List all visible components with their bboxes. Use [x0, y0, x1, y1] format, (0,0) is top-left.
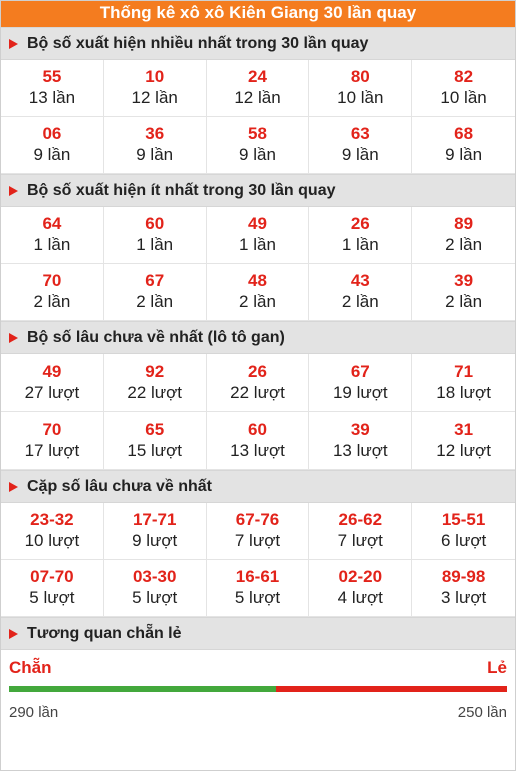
- occurrence-count: 7 lượt: [234, 531, 281, 550]
- occurrence-count: 12 lượt: [436, 440, 491, 460]
- lottery-number: 43: [350, 271, 370, 290]
- lottery-number: 16-61: [235, 567, 280, 586]
- lottery-number: 26: [350, 214, 370, 233]
- stat-cell: [412, 503, 515, 560]
- stat-cell: [104, 264, 207, 321]
- occurrence-count: 19 lượt: [332, 382, 388, 402]
- stat-cell: [104, 117, 207, 174]
- stat-cell: [207, 412, 310, 470]
- section-heading-text: [27, 478, 212, 496]
- even-count: 290 lần: [9, 704, 59, 721]
- occurrence-count: 10 lần: [440, 88, 487, 107]
- occurrence-count: 9 lần: [341, 145, 379, 164]
- occurrence-count: 5 lượt: [234, 588, 281, 607]
- section-heading-text: [27, 182, 336, 200]
- lottery-number: 65: [145, 419, 165, 439]
- triangle-bullet-icon: [9, 482, 18, 492]
- occurrence-count: 22 lượt: [127, 382, 183, 402]
- sections-container: [1, 27, 515, 617]
- occurrence-count: 6 lượt: [440, 531, 487, 550]
- triangle-bullet-icon: [9, 39, 18, 49]
- lottery-number: 67-76: [235, 510, 280, 529]
- lottery-number: 39: [350, 419, 370, 439]
- stat-cell: [309, 264, 412, 321]
- stat-cell: [104, 354, 207, 412]
- lottery-number: 92: [145, 361, 165, 381]
- lottery-number: 26-62: [338, 510, 383, 529]
- stat-cell: [207, 117, 310, 174]
- stat-cell: [1, 264, 104, 321]
- panel-title: Thống kê xô xô Kiên Giang 30 lần quay: [1, 1, 515, 27]
- stat-cell: [1, 560, 104, 617]
- section-heading-text: Tương quan chẵn lẻ: [27, 624, 182, 642]
- section-heading-3: [1, 321, 515, 354]
- stat-cell: [309, 117, 412, 174]
- occurrence-count: 10 lần: [337, 88, 384, 107]
- lottery-number: 10: [145, 67, 165, 86]
- lottery-number: 70: [42, 271, 62, 290]
- section-heading-2: [1, 174, 515, 207]
- occurrence-count: 15 lượt: [127, 440, 183, 460]
- lottery-number: 36: [145, 124, 165, 143]
- odd-count: 250 lần: [457, 704, 507, 721]
- occurrence-count: 7 lượt: [337, 531, 383, 550]
- occurrence-count: 12 lần: [234, 88, 281, 107]
- occurrence-count: 5 lượt: [132, 588, 178, 607]
- ratio-bar: [9, 686, 507, 692]
- even-bar-segment: [9, 686, 276, 692]
- lottery-number: 03-30: [132, 567, 177, 586]
- lottery-number: 24: [248, 67, 267, 86]
- lottery-number: 17-71: [132, 510, 177, 529]
- occurrence-count: 4 lượt: [337, 588, 383, 607]
- stat-cell: [1, 503, 104, 560]
- section-heading-ratio: [1, 617, 515, 650]
- occurrence-count: 27 lượt: [24, 382, 80, 402]
- stat-cell: [1, 117, 104, 174]
- occurrence-count: 1 lần: [239, 235, 276, 254]
- stat-cell: [309, 60, 412, 117]
- stat-cell: [104, 503, 207, 560]
- section-heading-text: [27, 329, 285, 347]
- stat-cell: [1, 60, 104, 117]
- stats-grid: [1, 60, 515, 174]
- lottery-number: 89: [454, 214, 474, 233]
- stat-cell: [104, 560, 207, 617]
- stat-cell: [412, 264, 515, 321]
- stat-cell: [1, 412, 104, 470]
- lottery-number: 67: [350, 361, 370, 381]
- triangle-bullet-icon: [9, 629, 18, 639]
- stat-cell: [207, 60, 310, 117]
- stat-cell: [412, 560, 515, 617]
- stat-cell: [207, 264, 310, 321]
- lottery-number: 89-98: [441, 567, 486, 586]
- occurrence-count: 2 lần: [341, 292, 379, 311]
- lottery-number: 58: [248, 124, 267, 143]
- lottery-number: 02-20: [338, 567, 383, 586]
- section-heading-1: [1, 27, 515, 60]
- occurrence-count: 13 lượt: [332, 440, 388, 460]
- section-heading-text: [27, 35, 368, 53]
- occurrence-count: 1 lần: [33, 235, 71, 254]
- ratio-labels: [9, 650, 507, 678]
- section-heading-4: [1, 470, 515, 503]
- occurrence-count: 22 lượt: [230, 382, 285, 402]
- occurrence-count: 9 lần: [239, 145, 276, 164]
- lottery-number: 67: [145, 271, 165, 290]
- occurrence-count: 2 lần: [33, 292, 71, 311]
- occurrence-count: 9 lần: [33, 145, 71, 164]
- stats-grid: [1, 354, 515, 470]
- lottery-number: 15-51: [441, 510, 486, 529]
- occurrence-count: 3 lượt: [440, 588, 487, 607]
- lottery-number: 60: [248, 419, 267, 439]
- heading-part: nhất trong 30 lần quay: [193, 34, 369, 52]
- stats-grid: [1, 503, 515, 617]
- occurrence-count: 1 lần: [136, 235, 174, 254]
- occurrence-count: 17 lượt: [24, 440, 80, 460]
- triangle-bullet-icon: [9, 333, 18, 343]
- lottery-number: 68: [454, 124, 474, 143]
- lottery-number: 60: [145, 214, 165, 233]
- stat-cell: [104, 412, 207, 470]
- lottery-number: 82: [454, 67, 474, 86]
- occurrence-count: 13 lần: [28, 88, 76, 107]
- heading-emphasis: ít: [150, 181, 161, 199]
- stat-cell: [309, 503, 412, 560]
- occurrence-count: 18 lượt: [436, 382, 491, 402]
- heading-part: nhất trong 30 lần quay: [160, 181, 336, 199]
- stat-cell: [309, 207, 412, 264]
- stat-cell: [309, 412, 412, 470]
- lottery-number: 70: [42, 419, 62, 439]
- lottery-number: 71: [454, 361, 474, 381]
- occurrence-count: 9 lượt: [132, 531, 178, 550]
- stat-cell: [104, 207, 207, 264]
- occurrence-count: 2 lần: [445, 292, 483, 311]
- stat-cell: [309, 354, 412, 412]
- ratio-counts: [9, 704, 507, 721]
- occurrence-count: 2 lần: [239, 292, 276, 311]
- stat-cell: [412, 354, 515, 412]
- lottery-number: 49: [248, 214, 267, 233]
- lottery-number: 39: [454, 271, 474, 290]
- heading-part: Bộ số lâu chưa về nhất (lô tô gan): [27, 328, 285, 346]
- stat-cell: [412, 60, 515, 117]
- stat-cell: [412, 207, 515, 264]
- occurrence-count: 1 lần: [341, 235, 379, 254]
- heading-part: Bộ số xuất hiện: [27, 181, 151, 199]
- occurrence-count: 12 lần: [131, 88, 178, 107]
- lottery-number: 64: [42, 214, 62, 233]
- lottery-number: 80: [350, 67, 370, 86]
- lottery-number: 48: [248, 271, 267, 290]
- occurrence-count: 9 lần: [445, 145, 483, 164]
- odd-label: Lẻ: [487, 658, 507, 677]
- heading-emphasis: nhiều: [150, 34, 194, 52]
- lottery-number: 63: [350, 124, 370, 143]
- stat-cell: [207, 207, 310, 264]
- occurrence-count: 2 lần: [445, 235, 483, 254]
- occurrence-count: 13 lượt: [230, 440, 285, 460]
- stat-cell: [412, 117, 515, 174]
- occurrence-count: 9 lần: [136, 145, 174, 164]
- occurrence-count: 2 lần: [136, 292, 174, 311]
- heading-part: Bộ số xuất hiện: [27, 34, 151, 52]
- occurrence-count: 5 lượt: [29, 588, 75, 607]
- lottery-number: 07-70: [30, 567, 74, 586]
- odd-bar-segment: [276, 686, 507, 692]
- stat-cell: [207, 560, 310, 617]
- stat-cell: [1, 354, 104, 412]
- lottery-number: 31: [454, 419, 474, 439]
- triangle-bullet-icon: [9, 186, 18, 196]
- stat-cell: [104, 60, 207, 117]
- lottery-number: 55: [42, 67, 62, 86]
- stat-cell: [207, 503, 310, 560]
- lottery-number: 49: [42, 361, 62, 381]
- even-odd-ratio: [1, 650, 515, 726]
- stats-grid: [1, 207, 515, 321]
- stat-cell: [412, 412, 515, 470]
- stat-cell: [1, 207, 104, 264]
- lottery-number: 23-32: [30, 510, 74, 529]
- stat-cell: [207, 354, 310, 412]
- even-label: Chẵn: [9, 658, 52, 677]
- lottery-number: 26: [248, 361, 267, 381]
- lottery-number: 06: [42, 124, 62, 143]
- occurrence-count: 10 lượt: [24, 531, 80, 550]
- heading-part: Cặp số lâu chưa về nhất: [27, 477, 212, 495]
- stat-cell: [309, 560, 412, 617]
